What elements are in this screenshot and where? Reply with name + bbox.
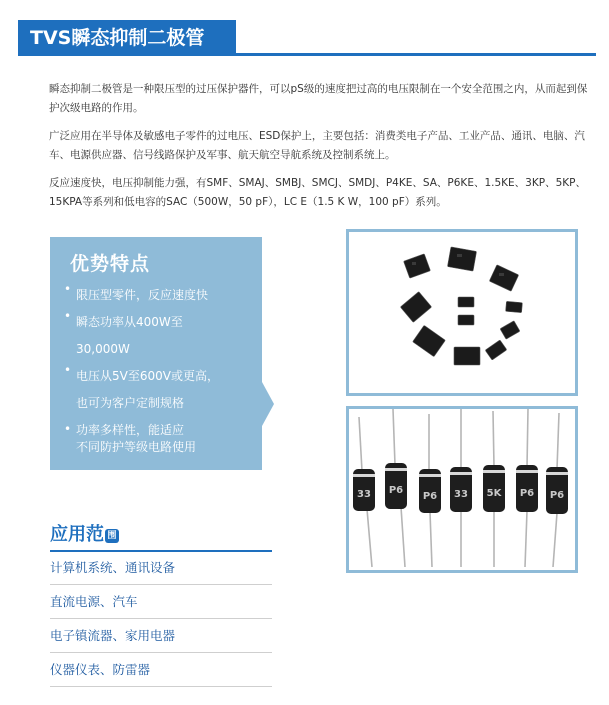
- diode-marking: P6: [388, 485, 404, 496]
- diode-marking: P6: [422, 491, 438, 502]
- smd-packages-photo: [346, 229, 578, 396]
- diode-marking: 5K: [486, 488, 502, 499]
- diode-marking: P6: [519, 488, 535, 499]
- advantage-line: 也可为客户定制规格: [76, 396, 185, 410]
- bullet-icon: •: [64, 282, 72, 296]
- advantage-line: 不同防护等级电路使用: [76, 440, 197, 454]
- bullet-icon: •: [64, 363, 72, 377]
- advantages-list: [62, 282, 258, 456]
- advantage-line: 30,000W: [76, 342, 130, 356]
- advantage-line: 电压从5V至600V或更高，: [76, 369, 219, 383]
- applications-title: [50, 520, 119, 550]
- advantage-line: 瞬态功率从400W至: [76, 315, 183, 329]
- advantage-item: [62, 309, 258, 363]
- advantage-item: [62, 422, 258, 456]
- advantages-pointer: [262, 382, 274, 426]
- intro-paragraph-3: 反应速度快，电压抑制能力强，有SMF、SMAJ、SMBJ、SMCJ、SMDJ、P4KE、SA、P6KE、1.5KE、3KP、5KP、15KPA等系列和低电容的SAC（500W，50 pF），LC E（1.5 K W，100 pF）系列。: [49, 177, 586, 208]
- diode-marking: 33: [454, 489, 468, 500]
- diode-marking: P6: [549, 490, 565, 501]
- application-item: 计算机系统、通讯设备: [50, 551, 272, 585]
- application-item: 仪器仪表、防雷器: [50, 653, 272, 687]
- bullet-icon: •: [64, 422, 72, 436]
- page-title: TVS瞬态抑制二极管: [30, 27, 205, 49]
- advantage-line: 功率多样性，能适应: [76, 423, 185, 437]
- axial-diodes-photo: [346, 406, 578, 573]
- application-item: 直流电源、汽车: [50, 585, 272, 619]
- advantages-title: 优势特点: [70, 253, 151, 275]
- applications-title-text: 应用范: [50, 524, 104, 545]
- axial-diodes-illustration: [349, 409, 575, 570]
- bullet-icon: •: [64, 309, 72, 323]
- section-header: [18, 20, 596, 56]
- advantage-line: 限压型零件，反应速度快: [76, 288, 209, 302]
- intro-text: [49, 80, 589, 221]
- diode-marking: 33: [357, 489, 371, 500]
- applications-title-badge: 围: [105, 529, 119, 543]
- intro-paragraph-1: 瞬态抑制二极管是一种限压型的过压保护器件，可以pS级的速度把过高的电压限制在一个安全范围之内，从而起到保护次级电路的作用。: [49, 83, 588, 114]
- applications-list: [50, 551, 272, 687]
- intro-paragraph-2: 广泛应用在半导体及敏感电子零件的过电压、ESD保护上，主要包括：消费类电子产品、工业产品、通讯、电脑、汽车、电源供应器、信号线路保护及军事、航天航空导航系统及控制系统上。: [49, 130, 585, 161]
- application-item: 电子镇流器、家用电器: [50, 619, 272, 653]
- advantage-item: [62, 363, 258, 417]
- header-underline: [18, 53, 596, 56]
- smd-packages-illustration: [349, 232, 575, 393]
- advantage-item: [62, 282, 258, 309]
